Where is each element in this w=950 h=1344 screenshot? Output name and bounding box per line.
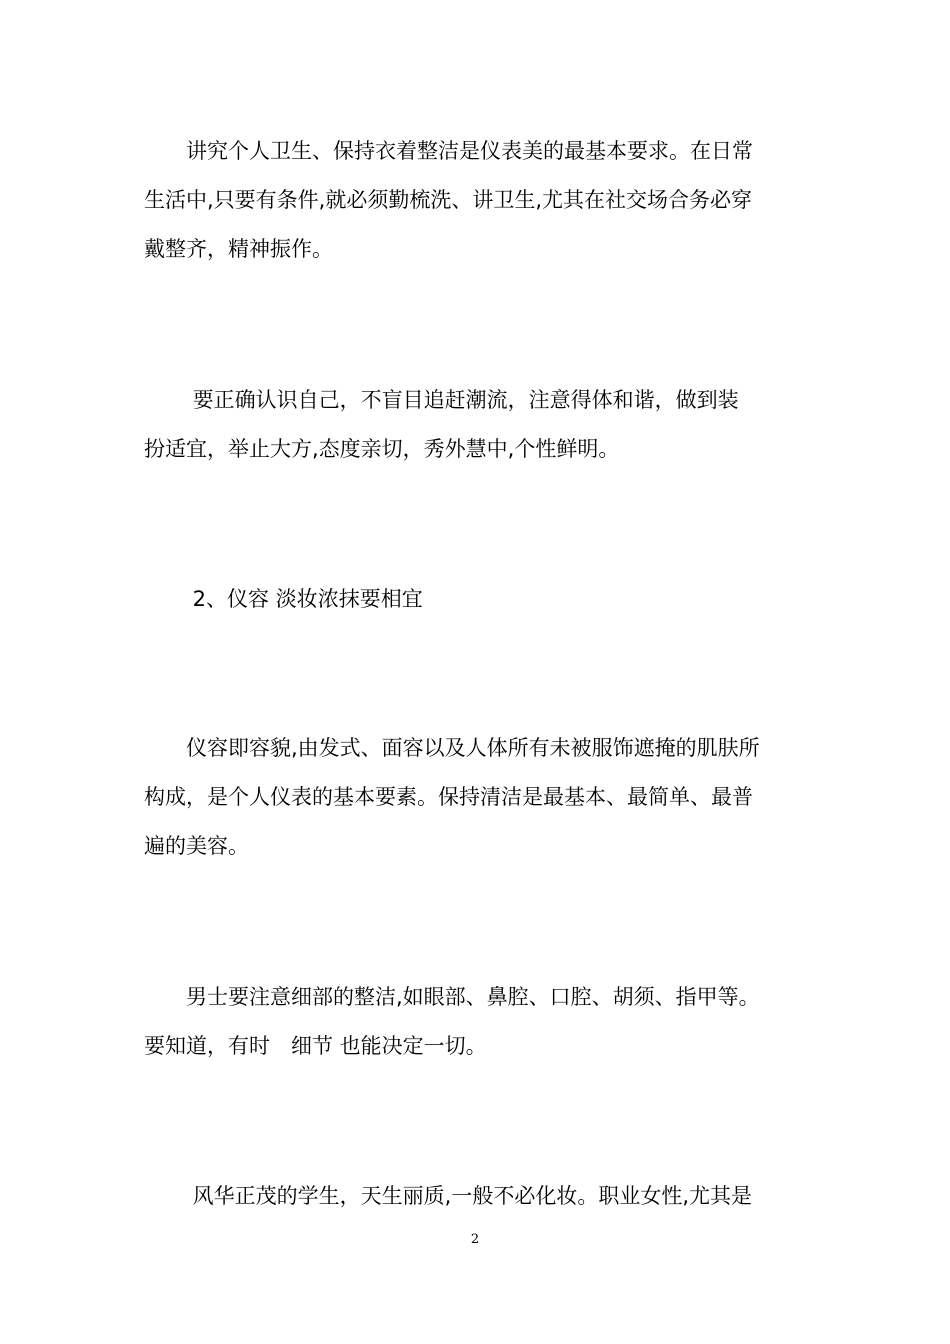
paragraph-students-makeup (144, 1172, 808, 1221)
page-number: 2 (470, 1232, 480, 1247)
text-line: 男士要注意细部的整洁,如眼部、鼻腔、口腔、胡须、指甲等。 (144, 985, 760, 1009)
text-line: 风华正茂的学生，天生丽质,一般不必化妆。职业女性,尤其是 (144, 1184, 753, 1208)
text-line: 扮适宜，举止大方,态度亲切，秀外慧中,个性鲜明。 (144, 437, 620, 461)
text-line: 仪容即容貌,由发式、面容以及人体所有未被服饰遮掩的肌肤所 (144, 736, 760, 760)
paragraph-know-yourself (144, 376, 808, 474)
section-heading-appearance (144, 575, 808, 624)
text-line: 要知道，有时 细节 也能决定一切。 (144, 1034, 487, 1058)
text-line: 要正确认识自己，不盲目追赶潮流，注意得体和谐，做到装 (144, 388, 739, 412)
text-line: 戴整齐，精神振作。 (144, 237, 333, 261)
text-line: 生活中,只要有条件,就必须勤梳洗、讲卫生,尤其在社交场合务必穿 (144, 188, 753, 212)
text-line: 2、仪容 淡妆浓抹要相宜 (144, 587, 423, 611)
text-line: 讲究个人卫生、保持衣着整洁是仪表美的最基本要求。在日常 (144, 139, 753, 163)
text-line: 构成，是个人仪表的基本要素。保持清洁是最基本、最简单、最普 (144, 785, 753, 809)
text-line: 遍的美容。 (144, 834, 249, 858)
paragraph-men-details (144, 973, 808, 1071)
paragraph-appearance-definition (144, 724, 808, 871)
paragraph-personal-hygiene (144, 127, 808, 274)
